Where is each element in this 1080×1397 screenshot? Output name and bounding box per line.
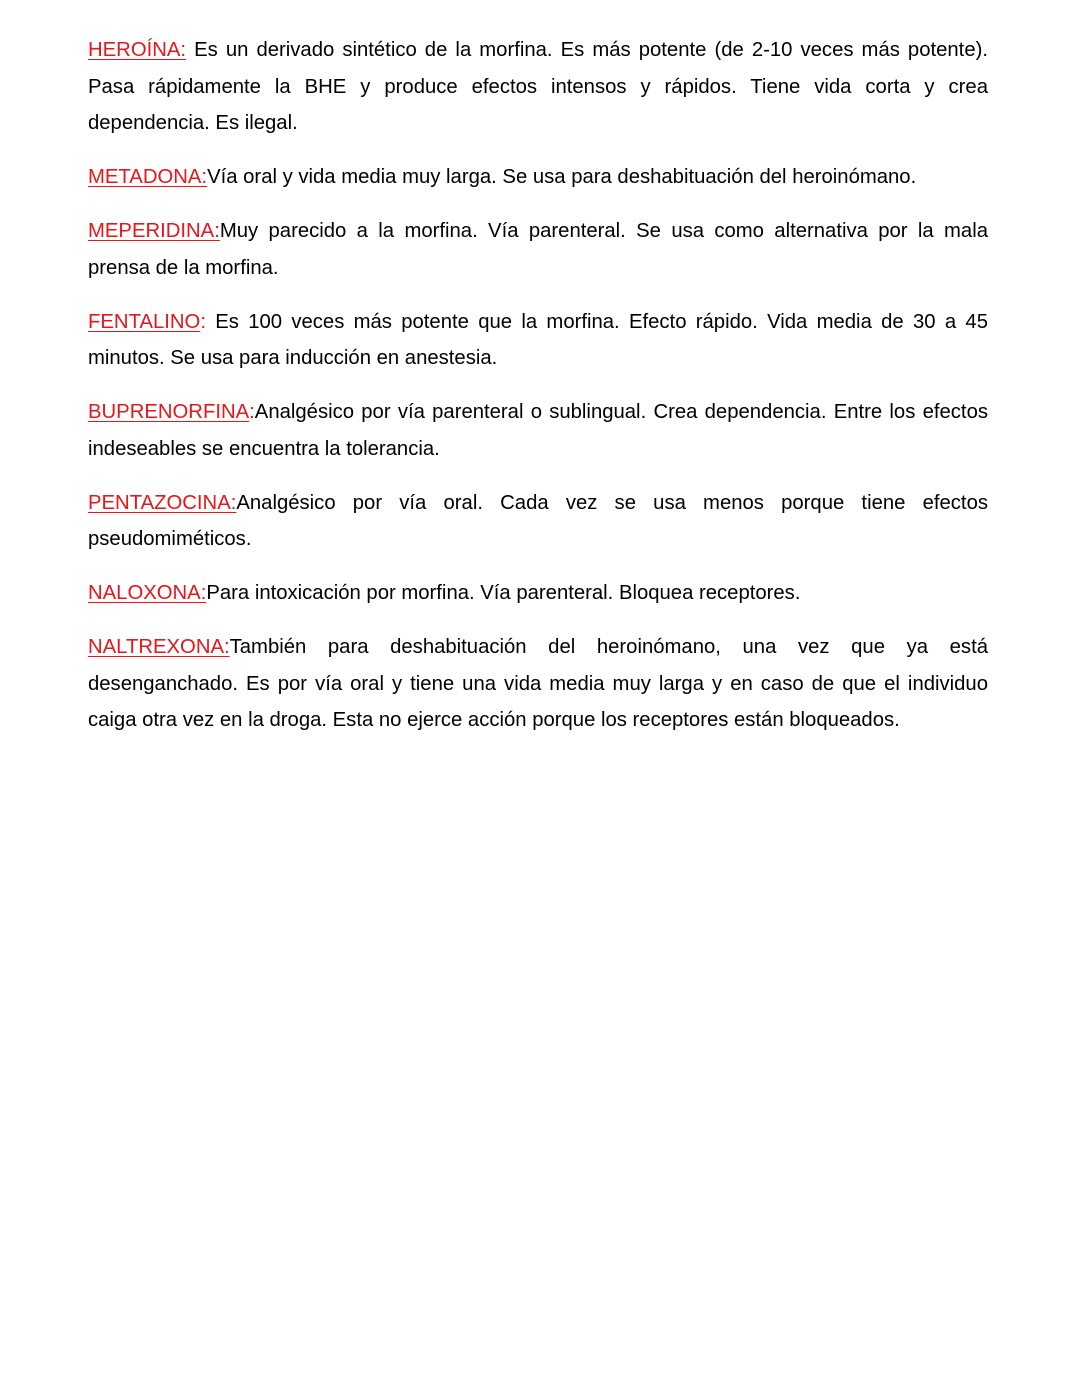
definition-heroina: Es un derivado sintético de la morfina. Es más potente (de 2-10 veces más potente). Pasa rápidamente la BHE y produce efectos intensos y rápidos. Tiene vida corta y crea dependencia. Es ilegal. — [88, 39, 988, 134]
entry-fentalino — [88, 304, 988, 377]
definition-fentalino: Es 100 veces más potente que la morfina. Efecto rápido. Vida media de 30 a 45 minutos. Se usa para inducción en anestesia. — [88, 310, 988, 369]
entry-heroina — [88, 32, 988, 142]
term-separator: : — [249, 401, 255, 423]
document-page — [88, 32, 988, 756]
definition-meperidina: Muy parecido a la morfina. Vía parenteral. Se usa como alternativa por la mala prensa de la morfina. — [88, 220, 988, 279]
term-naltrexona: NALTREXONA: — [88, 636, 230, 658]
term-naloxona: NALOXONA: — [88, 582, 207, 604]
entry-naltrexona — [88, 629, 988, 739]
term-separator: : — [200, 310, 206, 333]
term-buprenorfina: BUPRENORFINA — [88, 401, 250, 423]
term-pentazocina: PENTAZOCINA: — [88, 491, 237, 514]
definition-buprenorfina: Analgésico por vía parenteral o sublingual. Crea dependencia. Entre los efectos indeseables se encuentra la tolerancia. — [88, 401, 988, 460]
entry-metadona — [88, 159, 988, 196]
entry-pentazocina — [88, 485, 988, 558]
term-fentalino: FENTALINO — [88, 310, 201, 333]
term-metadona: METADONA: — [88, 166, 208, 188]
definition-metadona: Vía oral y vida media muy larga. Se usa para deshabituación del heroinómano. — [207, 166, 917, 188]
entry-buprenorfina — [88, 394, 988, 467]
definition-pentazocina: Analgésico por vía oral. Cada vez se usa menos porque tiene efectos pseudomiméticos. — [88, 491, 988, 550]
term-heroina: HEROÍNA: — [88, 39, 187, 61]
term-meperidina: MEPERIDINA: — [88, 220, 220, 242]
definition-naltrexona: También para deshabituación del heroinómano, una vez que ya está desenganchado. Es por vía oral y tiene una vida media muy larga y en caso de que el individuo caiga otra vez en la droga. Esta no ejerce acción porque los receptores están bloqueados. — [88, 636, 988, 731]
definition-naloxona: Para intoxicación por morfina. Vía parenteral. Bloquea receptores. — [206, 582, 801, 604]
entry-meperidina — [88, 213, 988, 286]
entry-naloxona — [88, 575, 988, 612]
